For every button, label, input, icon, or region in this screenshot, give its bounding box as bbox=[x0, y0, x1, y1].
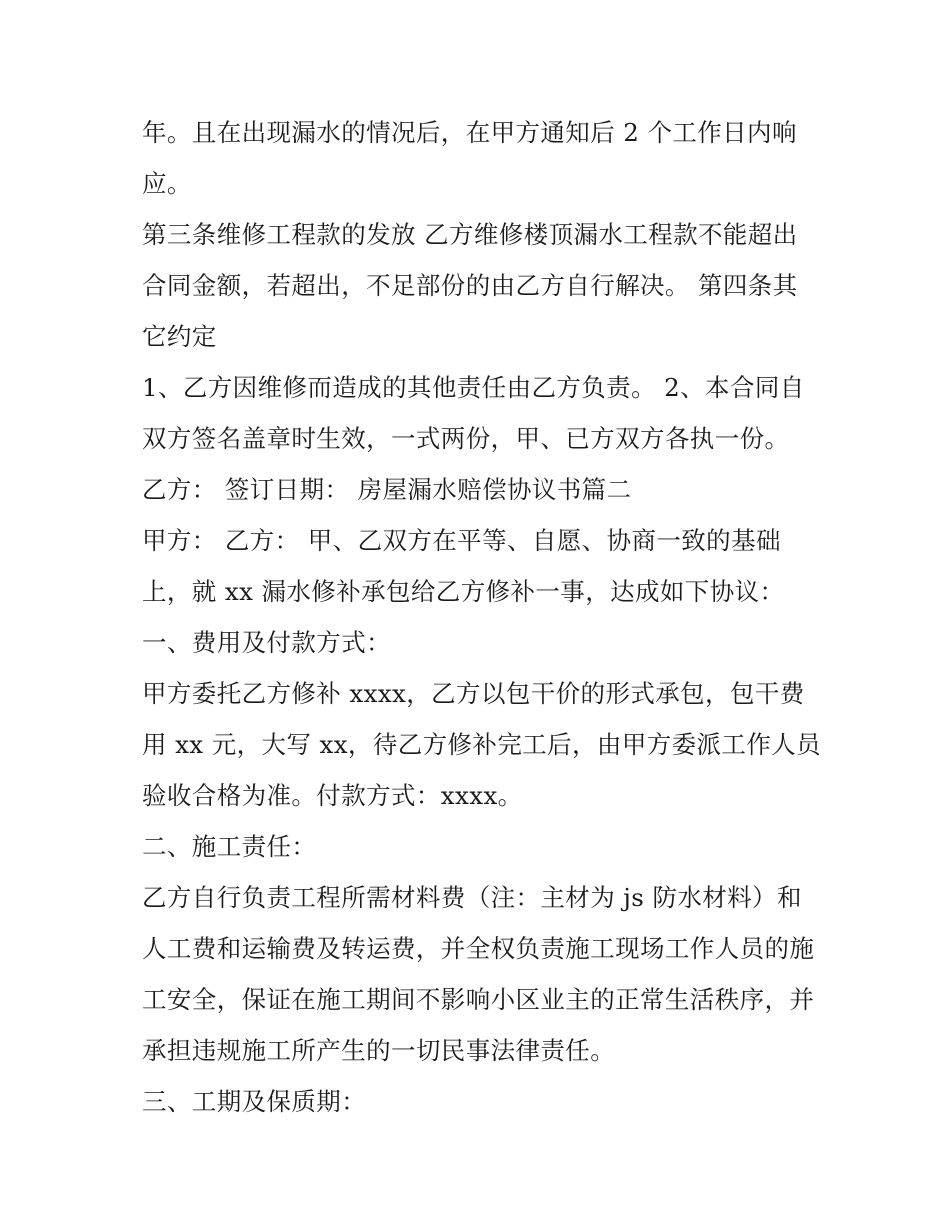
text-line: 应。 bbox=[142, 169, 192, 198]
text-line: 甲方： 乙方： 甲、乙双方在平等、自愿、协商一致的基础 bbox=[142, 526, 781, 555]
text-line: 上，就 xx 漏水修补承包给乙方修补一事，达成如下协议： bbox=[142, 577, 785, 606]
text-line: 人工费和运输费及转运费，并全权负责施工现场工作人员的施 bbox=[142, 934, 815, 963]
text-line: 甲方委托乙方修补 xxxx，乙方以包干价的形式承包，包干费 bbox=[142, 679, 805, 708]
text-line: 年。且在出现漏水的情况后，在甲方通知后 2 个工作日内响 bbox=[142, 118, 797, 147]
text-line: 验收合格为准。付款方式：xxxx。 bbox=[142, 781, 523, 810]
text-line: 合同金额，若超出，不足部份的由乙方自行解决。 第四条其 bbox=[142, 271, 798, 300]
text-line: 工安全，保证在施工期间不影响小区业主的正常生活秩序，并 bbox=[142, 985, 815, 1014]
document-body bbox=[142, 107, 822, 1127]
section-heading: 一、费用及付款方式： bbox=[142, 628, 391, 657]
text-line: 乙方自行负责工程所需材料费（注：主材为 js 防水材料）和 bbox=[142, 883, 802, 912]
text-line: 第三条维修工程款的发放 乙方维修楼顶漏水工程款不能超出 bbox=[142, 220, 798, 249]
text-line: 用 xx 元，大写 xx，待乙方修补完工后，由甲方委派工作人员 bbox=[142, 730, 822, 759]
text-line: 乙方： 签订日期： 房屋漏水赔偿协议书篇二 bbox=[142, 475, 632, 504]
section-heading: 三、工期及保质期： bbox=[142, 1087, 367, 1116]
text-line: 它约定 bbox=[142, 322, 217, 351]
text-line: 双方签名盖章时生效，一式两份，甲、已方双方各执一份。 bbox=[142, 424, 790, 453]
text-line: 承担违规施工所产生的一切民事法律责任。 bbox=[142, 1036, 616, 1065]
text-line: 1、乙方因维修而造成的其他责任由乙方负责。 2、本合同自 bbox=[142, 373, 805, 402]
section-heading: 二、施工责任： bbox=[142, 832, 317, 861]
